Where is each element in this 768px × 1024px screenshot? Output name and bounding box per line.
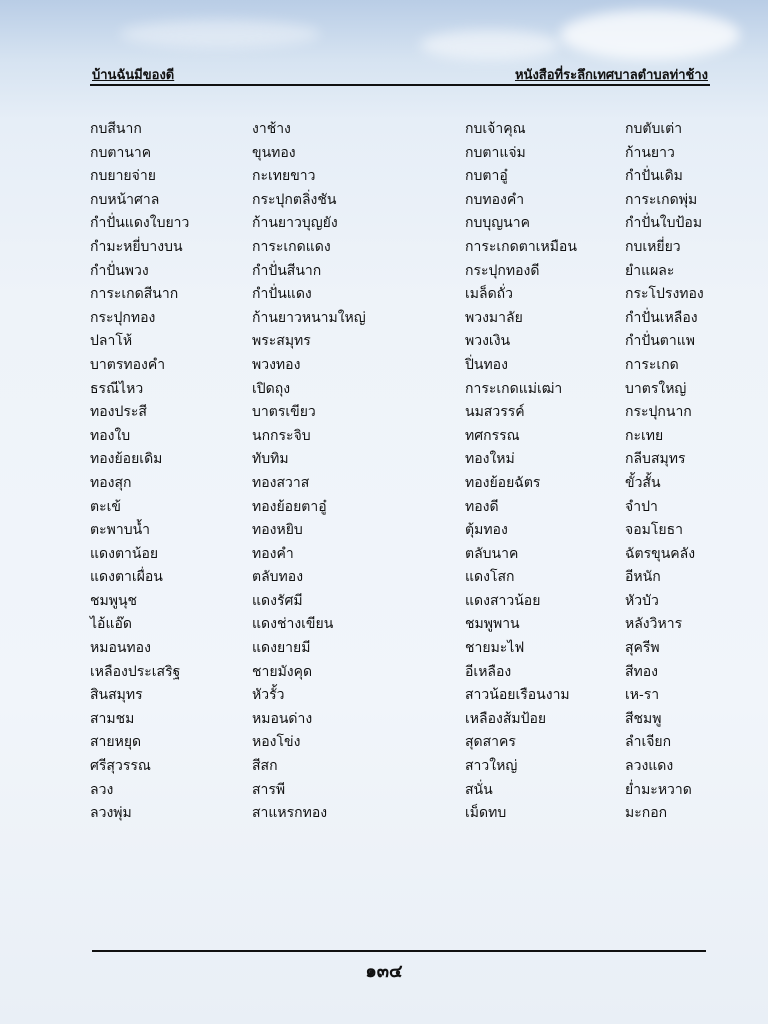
list-item: กบตาแจ่ม bbox=[465, 144, 526, 161]
list-item: ก้านยาวหนามใหญ่ bbox=[252, 309, 366, 326]
list-item: หมอนด่าง bbox=[252, 710, 313, 727]
list-item: กำปั่นแดง bbox=[252, 286, 312, 303]
list-item: อีเหลือง bbox=[465, 663, 512, 680]
list-item: ปิ่นทอง bbox=[465, 356, 508, 373]
list-item: เหลืองประเสริฐ bbox=[90, 663, 181, 680]
list-item: พวงเงิน bbox=[465, 333, 511, 350]
list-item: ทองย้อยเดิม bbox=[90, 451, 163, 468]
list-item: พวงมาลัย bbox=[465, 309, 523, 326]
list-item: ทองใบ bbox=[90, 427, 131, 444]
list-item: ทับทิม bbox=[252, 451, 289, 468]
list-item: กำปั่นสีนาก bbox=[252, 262, 322, 279]
list-item: แดงช่างเขียน bbox=[252, 616, 334, 633]
list-item: กำปั่นแดงใบยาว bbox=[90, 215, 190, 232]
list-item: กำปั่นใบป้อม bbox=[625, 215, 703, 232]
list-item: กระปุกทองดี bbox=[465, 262, 540, 279]
list-item: การะเกดตาเหมือน bbox=[465, 238, 577, 255]
list-item: ธรณีไหว bbox=[90, 380, 144, 397]
list-item: สนั่น bbox=[465, 781, 493, 798]
list-item: การะเกดสีนาก bbox=[90, 286, 179, 303]
list-item: นมสวรรค์ bbox=[465, 404, 525, 421]
list-item: หัวบัว bbox=[625, 592, 659, 609]
list-item: เมล็ดถั่ว bbox=[465, 286, 514, 303]
list-item: เม็ดทบ bbox=[465, 805, 507, 822]
list-item: ทองใหม่ bbox=[465, 451, 515, 468]
list-item: กำปั่นพวง bbox=[90, 262, 149, 279]
list-item: แดงสาวน้อย bbox=[465, 592, 541, 609]
list-item: กบหน้าศาล bbox=[90, 191, 160, 208]
list-item: พระสมุทร bbox=[252, 333, 311, 350]
list-item: กบบุญนาค bbox=[465, 215, 530, 232]
list-item: เหลืองส้มป้อย bbox=[465, 710, 547, 727]
list-item: ลวงแดง bbox=[625, 758, 674, 775]
list-item: กะเทยขาว bbox=[252, 168, 316, 185]
list-item: จอมโยธา bbox=[625, 522, 683, 539]
list-item: ก้านยาวบุญยัง bbox=[252, 215, 338, 232]
list-item: ตุ้มทอง bbox=[465, 522, 508, 539]
list-item: เปิดถุง bbox=[252, 380, 291, 397]
list-item: ขุนทอง bbox=[252, 144, 296, 161]
list-item: แดงรัศมี bbox=[252, 592, 303, 609]
list-column-2 bbox=[252, 118, 366, 826]
list-item: กระปุกนาก bbox=[625, 404, 692, 421]
list-item: สายหยุด bbox=[90, 734, 142, 751]
page-header bbox=[90, 64, 710, 86]
section-title: บ้านฉันมีของดี bbox=[92, 68, 175, 83]
list-item: ยำแผละ bbox=[625, 262, 675, 279]
list-column-3 bbox=[465, 118, 577, 826]
list-item: ทองสุก bbox=[90, 474, 132, 491]
list-item: กระโปรงทอง bbox=[625, 286, 704, 303]
list-item: ทองย้อยตาอู๋ bbox=[252, 498, 327, 515]
list-item: กบตานาค bbox=[90, 144, 152, 161]
list-item: ทองย้อยฉัตร bbox=[465, 474, 541, 491]
page-number: ๑๓๔ bbox=[365, 961, 403, 982]
list-column-1 bbox=[90, 118, 189, 826]
sky-cloud bbox=[420, 30, 560, 60]
list-item: ตลับนาค bbox=[465, 545, 519, 562]
list-item: กะเทย bbox=[625, 427, 664, 444]
list-item: เห-รา bbox=[625, 687, 660, 704]
list-item: กำปั่นตาแพ bbox=[625, 333, 695, 350]
list-item: สาแหรกทอง bbox=[252, 805, 328, 822]
list-item: ศรีสุวรรณ bbox=[90, 758, 151, 775]
list-item: แดงตาน้อย bbox=[90, 545, 159, 562]
list-item: ไอ้แอ๊ด bbox=[90, 616, 132, 633]
list-item: หัวรั้ว bbox=[252, 687, 285, 704]
list-item: กำปั่นเหลือง bbox=[625, 309, 698, 326]
list-item: กบตับเต่า bbox=[625, 121, 683, 137]
list-item: ตะเข้ bbox=[90, 498, 121, 515]
list-item: กบตาอู๋ bbox=[465, 168, 508, 185]
list-item: กำปั่นเดิม bbox=[625, 168, 683, 185]
list-item: หมอนทอง bbox=[90, 640, 151, 657]
list-item: กำมะหยี่บางบน bbox=[90, 238, 183, 255]
list-item: สีทอง bbox=[625, 663, 659, 680]
list-item: หลังวิหาร bbox=[625, 616, 683, 633]
list-item: ลวง bbox=[90, 781, 114, 798]
list-item: ทองสวาส bbox=[252, 474, 310, 491]
list-item: จำปา bbox=[625, 498, 658, 515]
list-item: สุครีพ bbox=[625, 640, 660, 657]
list-item: สาวน้อยเรือนงาม bbox=[465, 687, 570, 704]
list-item: ชายมังคุด bbox=[252, 663, 313, 680]
list-item: ก้านยาว bbox=[625, 144, 675, 161]
footer-divider bbox=[92, 950, 706, 952]
list-item: ย่ำมะหวาด bbox=[625, 781, 692, 798]
list-item: สินสมุทร bbox=[90, 687, 143, 704]
list-item: นกกระจิบ bbox=[252, 427, 311, 444]
list-item: สารพี bbox=[252, 781, 286, 798]
list-item: ทองคำ bbox=[252, 545, 294, 562]
list-item: งาช้าง bbox=[252, 121, 291, 137]
list-item: ชมพูนุช bbox=[90, 592, 138, 609]
list-item: กระปุกทอง bbox=[90, 309, 156, 326]
list-item: กบเจ้าคุณ bbox=[465, 121, 526, 137]
list-item: บาตรทองคำ bbox=[90, 356, 166, 373]
list-item: ตะพาบน้ำ bbox=[90, 522, 151, 539]
list-item: สีสก bbox=[252, 758, 278, 775]
list-item: ชายมะไฟ bbox=[465, 640, 525, 657]
list-item: แดงโสก bbox=[465, 569, 515, 586]
list-item: บาตรเขียว bbox=[252, 404, 316, 421]
list-item: กระปุกตลิ่งชัน bbox=[252, 191, 337, 208]
list-item: กบสีนาก bbox=[90, 121, 142, 137]
sky-cloud bbox=[120, 20, 320, 48]
list-item: สีชมพู bbox=[625, 710, 662, 727]
list-column-4 bbox=[625, 118, 704, 826]
list-item: การะเกดแม่เฒ่า bbox=[465, 380, 563, 397]
list-item: ขั้วสั้น bbox=[625, 474, 661, 491]
list-item: บาตรใหญ่ bbox=[625, 380, 687, 397]
list-item: กบทองคำ bbox=[465, 191, 525, 208]
list-item: ทองหยิบ bbox=[252, 522, 303, 539]
list-item: ชมพูพาน bbox=[465, 616, 520, 633]
list-item: ปลาโห้ bbox=[90, 333, 133, 350]
list-item: การะเกดพุ่ม bbox=[625, 191, 698, 208]
list-item: ลำเจียก bbox=[625, 734, 672, 751]
list-item: มะกอก bbox=[625, 805, 668, 822]
list-item: การะเกด bbox=[625, 356, 679, 373]
list-item: แดงตาเผื่อน bbox=[90, 569, 163, 586]
list-item: สุดสาคร bbox=[465, 734, 516, 751]
list-item: การะเกดแดง bbox=[252, 238, 331, 255]
list-item: ทองดี bbox=[465, 498, 499, 515]
list-item: ทองประสี bbox=[90, 404, 147, 421]
list-item: ตลับทอง bbox=[252, 569, 304, 586]
list-item: แดงยายมี bbox=[252, 640, 311, 657]
book-title: หนังสือที่ระลึกเทศบาลตำบลท่าช้าง bbox=[514, 68, 708, 83]
list-item: กบยายจ่าย bbox=[90, 168, 156, 185]
list-item: กบเหยี่ยว bbox=[625, 238, 681, 255]
list-item: หองโข่ง bbox=[252, 734, 301, 751]
list-item: พวงทอง bbox=[252, 356, 301, 373]
list-item: อีหนัก bbox=[625, 569, 661, 586]
list-item: ฉัตรขุนคลัง bbox=[625, 545, 696, 562]
list-item: สาวใหญ่ bbox=[465, 758, 518, 775]
list-item: ลวงพุ่ม bbox=[90, 805, 132, 822]
list-item: สามชม bbox=[90, 710, 135, 727]
sky-cloud bbox=[560, 10, 740, 60]
list-item: กลีบสมุทร bbox=[625, 451, 686, 468]
list-item: ทศกรรณ bbox=[465, 427, 520, 444]
